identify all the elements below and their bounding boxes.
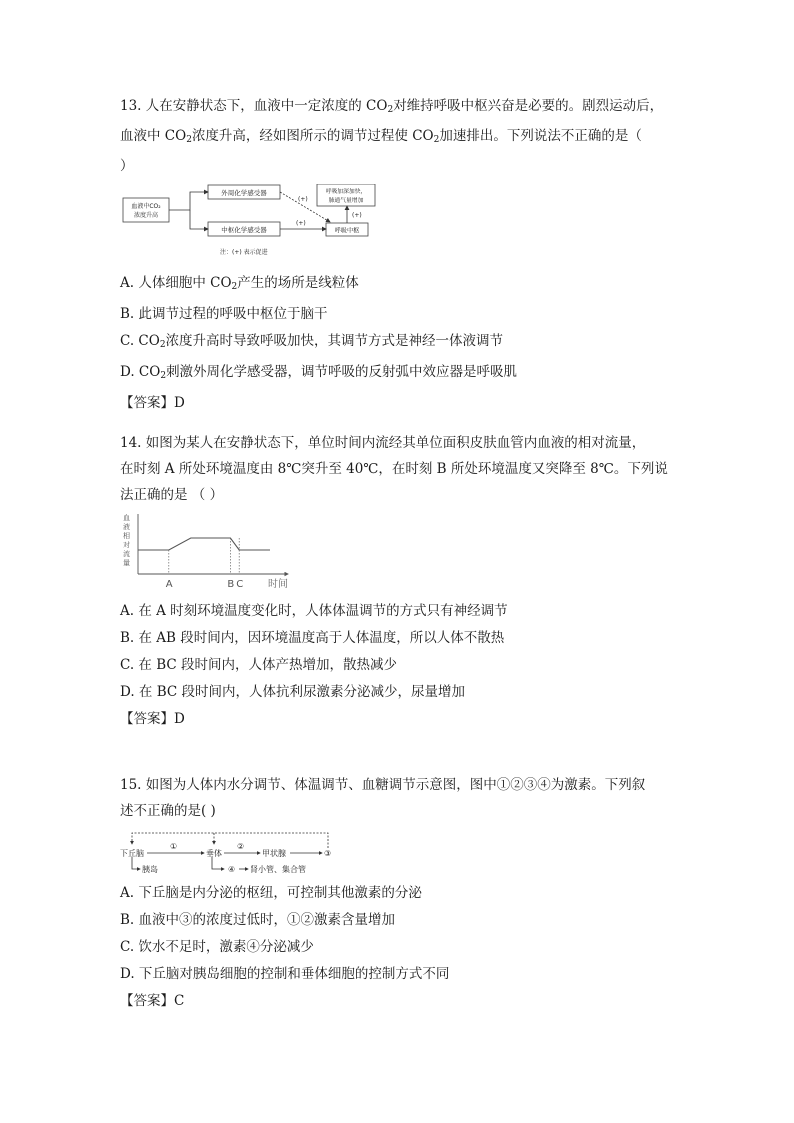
q15-answer: 【答案】C — [120, 993, 185, 1009]
q13-stem-line-1: 13. 人在安静状态下，血液中一定浓度的 $CO_2$对维持呼吸中枢兴奋是必要的。剧烈运动后， — [120, 98, 664, 115]
q13-option-d: D. $CO_2$刺激外周化学感受器，调节呼吸的反射弧中效应器是呼吸肌 — [120, 364, 518, 381]
y-axis-label-char: 血 — [123, 514, 130, 522]
plus-sign-1: (+) — [298, 196, 308, 203]
question-14 — [120, 430, 680, 733]
q13-answer: 【答案】D — [120, 395, 185, 411]
diagram-note: 注：(+) 表示促进 — [220, 249, 268, 256]
co2-rise-label-1: 血液中CO₂ — [131, 203, 161, 210]
q14-option-c: C. 在 BC 段时间内，人体产热增加，散热减少 — [120, 657, 398, 673]
q13-option-b: B. 此调节过程的呼吸中枢位于脑干 — [120, 306, 328, 322]
q15-stem-line-1: 15. 如图为人体内水分调节、体温调节、血糖调节示意图，图中①②③④为激素。下列叙 — [120, 777, 646, 793]
feedback-to-hypothalamus — [132, 833, 328, 848]
plus-sign-3: (+) — [352, 212, 362, 219]
q14-stem-line-1: 14. 如图为某人在安静状态下，单位时间内流经其单位面积皮肤血管内血液的相对流量， — [120, 435, 646, 451]
plus-sign-2: (+) — [296, 220, 306, 227]
q13-option-a: A. 人体细胞中 $CO_2$产生的场所是线粒体 — [120, 275, 359, 292]
question-13 — [120, 93, 680, 417]
q15-option-a: A. 下丘脑是内分泌的枢纽，可控制其他激素的分泌 — [120, 885, 422, 901]
y-axis-label-char: 液 — [123, 523, 130, 531]
q14-option-d: D. 在 BC 段时间内，人体抗利尿激素分泌减少，尿量增加 — [120, 684, 466, 700]
q13-stem-line-2: 血液中 $CO_2$浓度升高，经如图所示的调节过程使 $CO_2$加速排出。下列说法不正确的是（ — [120, 128, 642, 145]
peripheral-receptor-label: 外周化学感受器 — [221, 189, 267, 197]
arrow-to-peripheral — [169, 192, 208, 210]
co2-rise-label-2: 浓度升高 — [133, 212, 159, 219]
pituitary-label: 垂体 — [206, 849, 222, 858]
hypothalamus-label: 下丘脑 — [120, 849, 144, 858]
hormone-4-label: ④ — [228, 865, 236, 874]
q15-option-b: B. 血液中③的浓度过低时，①②激素含量增加 — [120, 912, 396, 928]
kidney-label: 肾小管、集合管 — [250, 865, 306, 874]
y-axis-label-char: 流 — [123, 550, 130, 558]
hormone-2-label: ② — [237, 842, 245, 851]
blood-flow-series-line — [138, 538, 270, 550]
q13-regulation-diagram — [120, 184, 400, 266]
q13-option-c: C. $CO_2$浓度升高时导致呼吸加快，其调节方式是神经一体液调节 — [120, 333, 504, 350]
arrow-to-hormone-4 — [212, 857, 224, 869]
q13-stem-line-3: ） — [120, 158, 134, 174]
x-axis-label: 时间 — [268, 579, 288, 590]
hormone-3-label: ③ — [324, 849, 332, 858]
q14-option-b: B. 在 AB 段时间内，因环境温度高于人体温度，所以人体不散热 — [120, 630, 505, 646]
time-mark-label-c: C — [236, 579, 244, 590]
y-axis-label-char: 相 — [123, 532, 130, 540]
breathing-effect-label-2: 肺通气量增加 — [328, 198, 364, 204]
thyroid-label: 甲状腺 — [262, 849, 286, 858]
y-axis-label — [123, 513, 130, 567]
q14-stem-line-2: 在时刻 A 所处环境温度由 8℃突升至 40℃，在时刻 B 所处环境温度又突降至 8℃。下列说 — [120, 461, 668, 477]
q15-option-c: C. 饮水不足时，激素④分泌减少 — [120, 939, 314, 955]
q14-option-a: A. 在 A 时刻环境温度变化时，人体体温调节的方式只有神经调节 — [120, 603, 508, 619]
q14-answer: 【答案】D — [120, 711, 185, 727]
pancreas-label: 胰岛 — [142, 865, 158, 874]
question-15 — [120, 772, 680, 1015]
arrow-to-pancreas — [132, 857, 140, 869]
breathing-effect-label-1: 呼吸加深加快， — [325, 189, 367, 195]
hormone-1-label: ① — [170, 842, 178, 851]
arrow-to-central — [190, 210, 208, 229]
y-axis-label-char: 对 — [123, 541, 130, 549]
q14-stem-line-3: 法正确的是 （ ） — [120, 487, 224, 503]
time-mark-label-b: B — [227, 579, 235, 590]
central-receptor-label: 中枢化学感受器 — [221, 226, 267, 234]
q15-option-d: D. 下丘脑对胰岛细胞的控制和垂体细胞的控制方式不同 — [120, 966, 450, 982]
q15-hormone-diagram — [120, 830, 340, 878]
respiratory-center-label: 呼吸中枢 — [334, 227, 360, 235]
q15-stem-line-2: 述不正确的是( ) — [120, 803, 216, 819]
q14-blood-flow-chart — [120, 512, 300, 594]
y-axis-label-char: 量 — [123, 559, 130, 567]
time-mark-label-a: A — [165, 579, 173, 590]
